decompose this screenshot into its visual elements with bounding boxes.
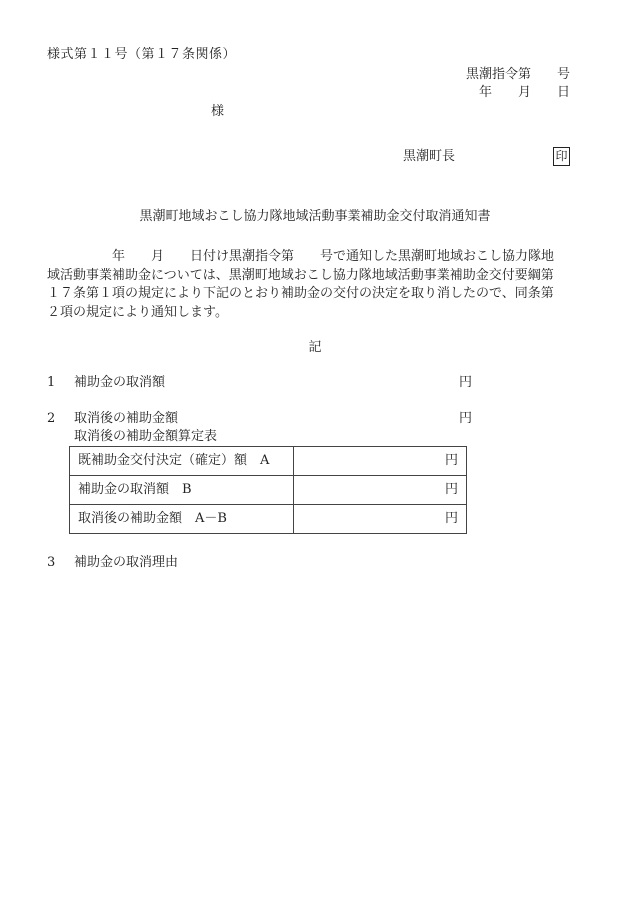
addressee: 様 bbox=[211, 104, 225, 119]
body-line: 域活動事業補助金については、黒潮町地域おこし協力隊地域活動事業補助金交付要綱第 bbox=[47, 267, 554, 283]
item-unit: 円 bbox=[459, 375, 473, 390]
table-row bbox=[70, 476, 467, 505]
table-caption: 取消後の補助金額算定表 bbox=[74, 429, 218, 444]
table-cell-amount: 円 bbox=[294, 447, 467, 476]
document-number: 黒潮指令第 号 bbox=[465, 67, 570, 82]
document-title: 黒潮町地域おこし協力隊地域活動事業補助金交付取消通知書 bbox=[139, 209, 491, 224]
table-cell-label: 取消後の補助金額 A－B bbox=[70, 505, 294, 534]
calculation-table bbox=[69, 446, 467, 534]
item-label: 取消後の補助金額 bbox=[74, 411, 179, 426]
table-row bbox=[70, 447, 467, 476]
item-label: 補助金の取消理由 bbox=[74, 555, 179, 570]
table-row bbox=[70, 505, 467, 534]
seal-mark: 印 bbox=[553, 147, 570, 166]
item-number: 2 bbox=[47, 411, 56, 426]
form-number: 様式第１１号（第１７条関係） bbox=[47, 47, 237, 62]
ki-heading: 記 bbox=[308, 340, 322, 355]
body-line: 年 月 日付け黒潮指令第 号で通知した黒潮町地域おこし協力隊地 bbox=[47, 249, 555, 264]
document-date: 年 月 日 bbox=[478, 85, 570, 100]
table-cell-amount: 円 bbox=[294, 505, 467, 534]
issuer-name: 黒潮町長 bbox=[403, 149, 456, 164]
body-line: １７条第１項の規定により下記のとおり補助金の交付の決定を取り消したので、同条第 bbox=[47, 286, 554, 301]
notice-body bbox=[47, 248, 583, 322]
table-cell-label: 補助金の取消額 B bbox=[70, 476, 294, 505]
table-cell-amount: 円 bbox=[294, 476, 467, 505]
body-line: ２項の規定により通知します。 bbox=[47, 304, 228, 320]
item-label: 補助金の取消額 bbox=[74, 375, 166, 390]
item-unit: 円 bbox=[459, 411, 473, 426]
item-number: 3 bbox=[47, 555, 56, 570]
item-number: 1 bbox=[47, 375, 56, 390]
table-cell-label: 既補助金交付決定（確定）額 A bbox=[70, 447, 294, 476]
